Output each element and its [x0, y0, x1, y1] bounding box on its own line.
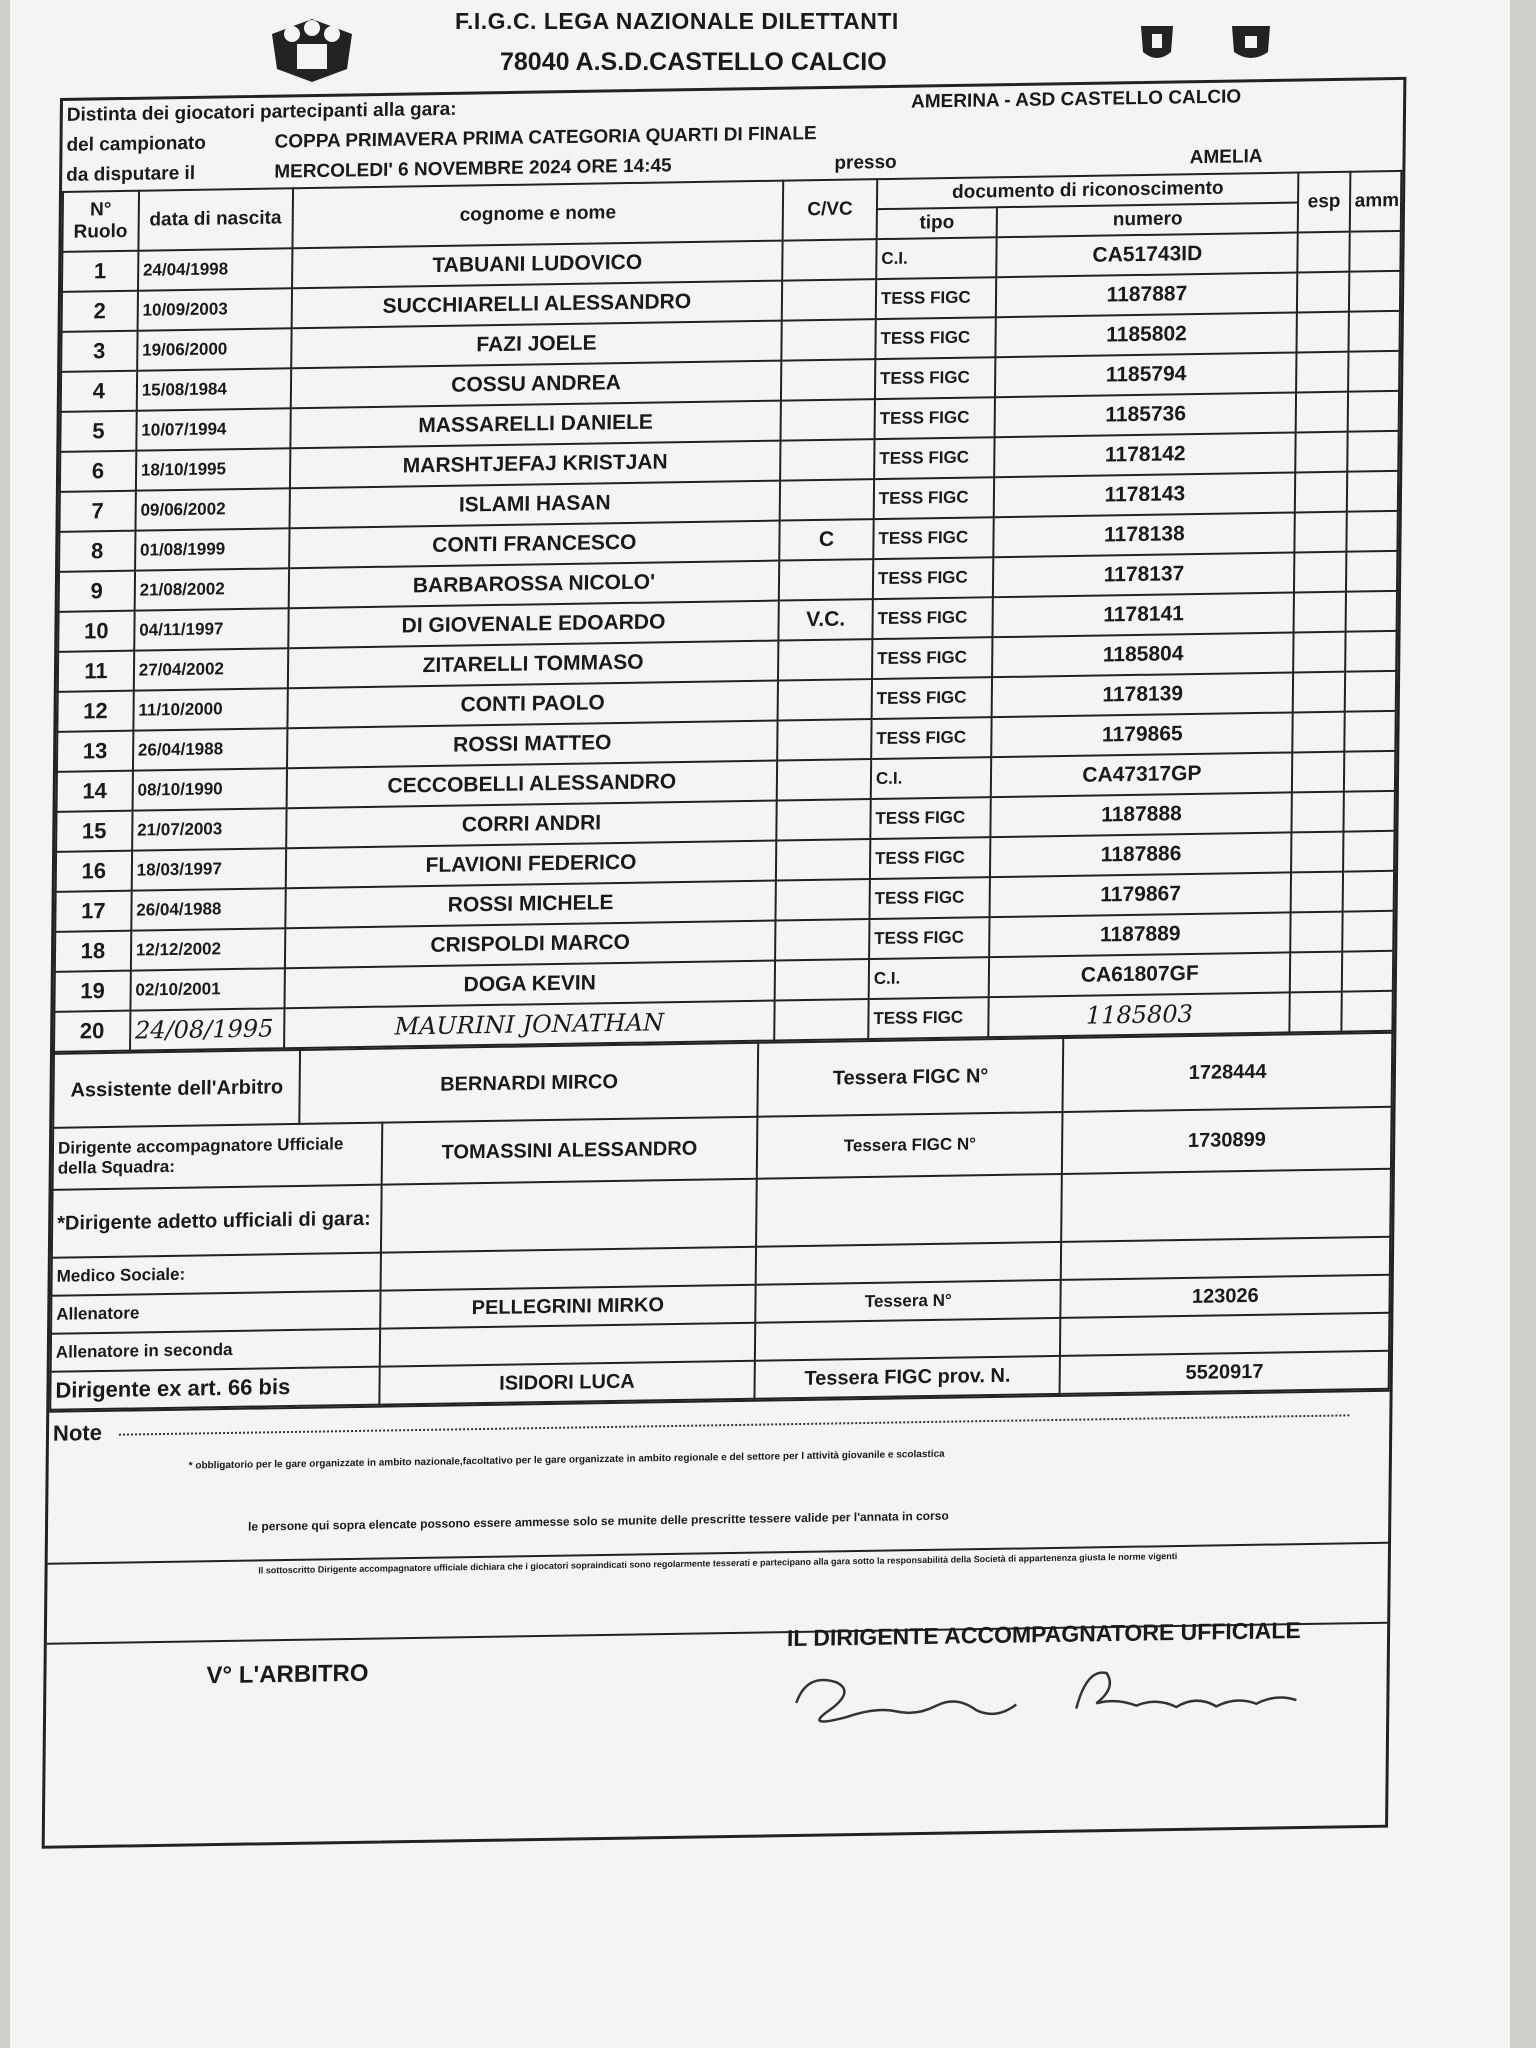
player-doc-number: 1187889: [989, 912, 1291, 957]
note-label: Note: [52, 1419, 103, 1446]
player-birthdate: 02/10/2001: [130, 968, 284, 1010]
player-number: 8: [59, 531, 135, 572]
player-name: MAURINI JONATHAN: [284, 1001, 775, 1049]
player-cvc: [780, 439, 874, 480]
date-value: MERCOLEDI' 6 NOVEMBRE 2024 ORE 14:45: [274, 155, 672, 183]
player-amm: [1347, 431, 1399, 472]
notes-section: [47, 1390, 1390, 1643]
player-esp: [1295, 472, 1347, 513]
player-number: 6: [60, 451, 136, 492]
player-cvc: [778, 679, 872, 720]
player-doc-type: TESS FIGC: [868, 997, 989, 1039]
player-cvc: [775, 919, 869, 960]
player-name: CECCOBELLI ALESSANDRO: [286, 761, 777, 809]
player-doc-type: TESS FIGC: [874, 397, 995, 439]
player-esp: [1291, 912, 1343, 953]
player-cvc: [782, 279, 876, 320]
player-amm: [1346, 551, 1398, 592]
handwritten-signature: [786, 1655, 1327, 1733]
player-doc-number: 1178137: [993, 552, 1295, 597]
arbitro-signature-label: V° L'ARBITRO: [206, 1659, 369, 1690]
player-doc-number: CA51743ID: [997, 233, 1299, 278]
player-doc-type: TESS FIGC: [873, 557, 994, 599]
player-esp: [1292, 752, 1344, 793]
col-tipo: tipo: [877, 207, 998, 239]
player-birthdate: 15/08/1984: [137, 368, 291, 410]
club-logo-icon: [262, 14, 362, 84]
player-amm: [1342, 871, 1394, 912]
player-name: CONTI PAOLO: [287, 681, 778, 729]
secondo-label: Allenatore in seconda: [51, 1329, 380, 1372]
player-cvc: [781, 399, 875, 440]
col-nome: cognome e nome: [292, 181, 783, 249]
player-esp: [1296, 392, 1348, 433]
player-esp: [1297, 272, 1349, 313]
player-name: MARSHTJEFAJ KRISTJAN: [290, 441, 781, 489]
dirigente-tessera-label: Tessera FIGC N°: [757, 1112, 1063, 1179]
player-number: 4: [61, 371, 137, 412]
secondo-tessera-label: [755, 1318, 1061, 1361]
player-cvc: [776, 839, 870, 880]
player-doc-number: 1185804: [992, 632, 1294, 677]
dirigente-name: TOMASSINI ALESSANDRO: [381, 1117, 757, 1185]
player-doc-number: CA61807GF: [989, 952, 1291, 997]
player-number: 19: [54, 971, 130, 1012]
note-line-1: * obbligatorio per le gare organizzate in ambito nazionale,facoltativo per le gare organizzate in ambito regionale e del settore per l attività giovanile e scolastica: [188, 1448, 945, 1472]
player-cvc: [778, 639, 872, 680]
player-cvc: [782, 239, 876, 280]
player-birthdate: 11/10/2000: [133, 688, 287, 730]
player-birthdate: 21/08/2002: [134, 568, 288, 610]
player-birthdate: 04/11/1997: [134, 608, 288, 650]
medico-name: [380, 1247, 756, 1291]
player-list-form: [42, 77, 1407, 1849]
player-esp: [1294, 552, 1346, 593]
player-esp: [1291, 832, 1343, 873]
player-number: 20: [54, 1011, 130, 1052]
player-birthdate: 24/04/1998: [138, 248, 292, 290]
player-doc-number: 1187886: [990, 832, 1292, 877]
player-doc-type: TESS FIGC: [875, 357, 996, 399]
assistente-label: Assistente dell'Arbitro: [53, 1050, 300, 1128]
player-amm: [1345, 631, 1397, 672]
player-name: CORRI ANDRI: [286, 801, 777, 849]
player-birthdate: 27/04/2002: [134, 648, 288, 690]
player-amm: [1346, 511, 1398, 552]
col-cvc: C/VC: [783, 179, 877, 240]
player-esp: [1293, 672, 1345, 713]
player-rows: [54, 231, 1401, 1052]
player-amm: [1346, 471, 1398, 512]
dirigente-tessera: 1730899: [1062, 1107, 1391, 1174]
col-nascita: data di nascita: [138, 188, 293, 250]
player-doc-type: TESS FIGC: [872, 637, 993, 679]
dirigente-signature-label: IL DIRIGENTE ACCOMPAGNATORE UFFICIALE: [786, 1617, 1301, 1652]
dirigente-label: Dirigente accompagnatore Ufficiale della Squadra:: [53, 1123, 382, 1190]
player-name: ROSSI MICHELE: [285, 881, 776, 929]
player-birthdate: 26/04/1988: [131, 888, 285, 930]
player-birthdate: 01/08/1999: [135, 528, 289, 570]
player-amm: [1349, 231, 1401, 272]
player-esp: [1292, 792, 1344, 833]
player-number: 10: [58, 611, 134, 652]
player-doc-number: CA47317GP: [991, 752, 1293, 797]
player-name: MASSARELLI DANIELE: [290, 401, 781, 449]
player-esp: [1294, 592, 1346, 633]
player-esp: [1296, 432, 1348, 473]
allenatore-name: PELLEGRINI MIRKO: [380, 1285, 756, 1329]
player-esp: [1294, 632, 1346, 673]
date-label: da disputare il: [66, 162, 196, 186]
player-cvc: [782, 319, 876, 360]
assistente-name: BERNARDI MIRCO: [300, 1043, 759, 1124]
player-cvc: [777, 719, 871, 760]
col-amm: amm: [1349, 171, 1401, 232]
player-birthdate: 10/09/2003: [137, 288, 291, 330]
player-number: 1: [62, 251, 138, 292]
player-doc-type: C.I.: [871, 757, 992, 799]
player-esp: [1290, 992, 1342, 1033]
player-number: 7: [59, 491, 135, 532]
player-amm: [1344, 671, 1396, 712]
player-amm: [1347, 391, 1399, 432]
player-cvc: C: [780, 519, 874, 560]
secondo-tessera: [1060, 1313, 1389, 1356]
player-doc-type: TESS FIGC: [869, 917, 990, 959]
player-esp: [1293, 712, 1345, 753]
player-cvc: [777, 799, 871, 840]
addetto-label: *Dirigente adetto ufficiali di gara:: [52, 1185, 381, 1258]
player-number: 15: [56, 811, 132, 852]
player-name: BARBAROSSA NICOLO': [288, 561, 779, 609]
player-name: FAZI JOELE: [291, 321, 782, 369]
player-esp: [1295, 512, 1347, 553]
player-name: CONTI FRANCESCO: [289, 521, 780, 569]
exart-label: Dirigente ex art. 66 bis: [50, 1367, 379, 1410]
player-birthdate: 10/07/1994: [136, 408, 290, 450]
player-cvc: [775, 959, 869, 1000]
player-number: 11: [58, 651, 134, 692]
player-name: SUCCHIARELLI ALESSANDRO: [291, 281, 782, 329]
note-line-2: le persone qui sopra elencate possono essere ammesse solo se munite delle prescritte tessere valide per l'annata in corso: [247, 1508, 949, 1534]
player-birthdate: 12/12/2002: [131, 928, 285, 970]
player-name: CRISPOLDI MARCO: [285, 921, 776, 969]
note-dotted-line: [119, 1414, 1349, 1435]
player-birthdate: 18/03/1997: [132, 848, 286, 890]
player-doc-type: TESS FIGC: [872, 597, 993, 639]
player-name: ZITARELLI TOMMASO: [288, 641, 779, 689]
figc-shield-icon: [1138, 18, 1176, 66]
allenatore-label: Allenatore: [51, 1291, 380, 1334]
player-doc-number: 1187887: [996, 273, 1298, 318]
player-cvc: [779, 559, 873, 600]
player-doc-type: TESS FIGC: [875, 317, 996, 359]
addetto-name: [381, 1179, 757, 1253]
player-esp: [1290, 952, 1342, 993]
player-number: 13: [57, 731, 133, 772]
player-number: 9: [59, 571, 135, 612]
player-doc-number: 1178141: [993, 592, 1295, 637]
player-birthdate: 24/08/1995: [130, 1008, 284, 1050]
player-doc-type: TESS FIGC: [870, 837, 991, 879]
player-number: 14: [57, 771, 133, 812]
match-label: Distinta dei giocatori partecipanti alla gara:: [66, 98, 457, 126]
player-doc-type: C.I.: [869, 957, 990, 999]
player-number: 5: [60, 411, 136, 452]
player-doc-number: 1185794: [995, 352, 1297, 397]
player-birthdate: 18/10/1995: [136, 448, 290, 490]
player-doc-type: TESS FIGC: [873, 517, 994, 559]
player-doc-number: 1185803: [989, 992, 1291, 1037]
addetto-tessera: [1061, 1169, 1390, 1242]
medico-label: Medico Sociale:: [51, 1253, 380, 1296]
col-numero: numero: [997, 203, 1298, 238]
player-number: 18: [55, 931, 131, 972]
player-doc-type: TESS FIGC: [872, 677, 993, 719]
player-number: 3: [61, 331, 137, 372]
player-doc-number: 1179865: [992, 712, 1294, 757]
player-esp: [1296, 352, 1348, 393]
player-amm: [1348, 351, 1400, 392]
player-amm: [1341, 991, 1393, 1032]
player-cvc: [776, 879, 870, 920]
player-esp: [1297, 312, 1349, 353]
player-doc-number: 1185736: [995, 392, 1297, 437]
player-doc-type: TESS FIGC: [869, 877, 990, 919]
addetto-tessera-label: [756, 1174, 1062, 1247]
players-table: [53, 170, 1402, 1053]
player-amm: [1343, 791, 1395, 832]
player-name: TABUANI LUDOVICO: [292, 241, 783, 289]
player-doc-type: TESS FIGC: [874, 437, 995, 479]
player-doc-type: TESS FIGC: [870, 797, 991, 839]
championship-label: del campionato: [66, 132, 207, 156]
player-number: 16: [56, 851, 132, 892]
exart-name: ISIDORI LUCA: [379, 1361, 755, 1405]
document-header: [0, 0, 1536, 90]
player-amm: [1342, 911, 1394, 952]
col-documento: documento di riconoscimento: [877, 173, 1299, 210]
allenatore-tessera: 123026: [1061, 1275, 1390, 1318]
match-value: AMERINA - ASD CASTELLO CALCIO: [910, 86, 1242, 113]
player-amm: [1345, 591, 1397, 632]
place-label: presso: [834, 151, 897, 174]
player-doc-number: 1178143: [994, 472, 1296, 517]
staff-table: [49, 1032, 1393, 1411]
signature-section: [46, 1617, 1388, 1755]
note-line-3: Il sottoscritto Dirigente accompagnatore ufficiale dichiara che i giocatori sopraindicati sono regolarmente tesserati e partecipano alla gara sotto la responsabilità della Società di appartenenza giusta le norme vigenti: [47, 1542, 1388, 1579]
player-doc-number: 1178138: [994, 512, 1296, 557]
lnd-shield-icon: [1228, 18, 1274, 66]
exart-tessera-label: Tessera FIGC prov. N.: [755, 1356, 1061, 1399]
player-amm: [1349, 271, 1401, 312]
player-doc-type: TESS FIGC: [876, 277, 997, 319]
col-esp: esp: [1298, 172, 1350, 233]
club-title: 78040 A.S.D.CASTELLO CALCIO: [500, 48, 887, 76]
player-doc-type: TESS FIGC: [871, 717, 992, 759]
medico-tessera: [1061, 1237, 1390, 1280]
player-amm: [1344, 711, 1396, 752]
player-number: 17: [55, 891, 131, 932]
federation-title: F.I.G.C. LEGA NAZIONALE DILETTANTI: [455, 8, 899, 34]
player-doc-number: 1179867: [990, 872, 1292, 917]
player-birthdate: 08/10/1990: [132, 768, 286, 810]
player-amm: [1348, 311, 1400, 352]
player-name: DOGA KEVIN: [284, 961, 775, 1009]
player-amm: [1344, 751, 1396, 792]
player-cvc: [781, 359, 875, 400]
col-ruolo: N° Ruolo: [62, 191, 138, 252]
player-cvc: [774, 999, 868, 1040]
championship-value: COPPA PRIMAVERA PRIMA CATEGORIA QUARTI DI FINALE: [274, 123, 817, 153]
exart-tessera: 5520917: [1060, 1351, 1389, 1394]
player-name: ROSSI MATTEO: [287, 721, 778, 769]
allenatore-tessera-label: Tessera N°: [755, 1280, 1061, 1323]
assistente-tessera-label: Tessera FIGC N°: [758, 1038, 1064, 1117]
place-value: AMELIA: [1189, 146, 1263, 169]
player-name: ISLAMI HASAN: [289, 481, 780, 529]
player-name: FLAVIONI FEDERICO: [285, 841, 776, 889]
player-amm: [1341, 951, 1393, 992]
player-doc-number: 1185802: [996, 313, 1298, 358]
player-birthdate: 09/06/2002: [135, 488, 289, 530]
player-number: 2: [62, 291, 138, 332]
player-doc-number: 1187888: [991, 792, 1293, 837]
player-birthdate: 19/06/2000: [137, 328, 291, 370]
player-amm: [1343, 831, 1395, 872]
player-cvc: V.C.: [779, 599, 873, 640]
player-doc-number: 1178142: [994, 432, 1296, 477]
player-name: COSSU ANDREA: [290, 361, 781, 409]
medico-tessera-label: [756, 1242, 1062, 1285]
player-esp: [1291, 872, 1343, 913]
player-doc-type: C.I.: [876, 237, 997, 279]
player-birthdate: 26/04/1988: [133, 728, 287, 770]
player-doc-number: 1178139: [992, 672, 1294, 717]
player-number: 12: [57, 691, 133, 732]
assistente-tessera: 1728444: [1063, 1033, 1393, 1112]
secondo-name: [379, 1323, 755, 1367]
player-doc-type: TESS FIGC: [874, 477, 995, 519]
player-esp: [1298, 232, 1350, 273]
player-name: DI GIOVENALE EDOARDO: [288, 601, 779, 649]
player-cvc: [777, 759, 871, 800]
player-birthdate: 21/07/2003: [132, 808, 286, 850]
player-cvc: [780, 479, 874, 520]
